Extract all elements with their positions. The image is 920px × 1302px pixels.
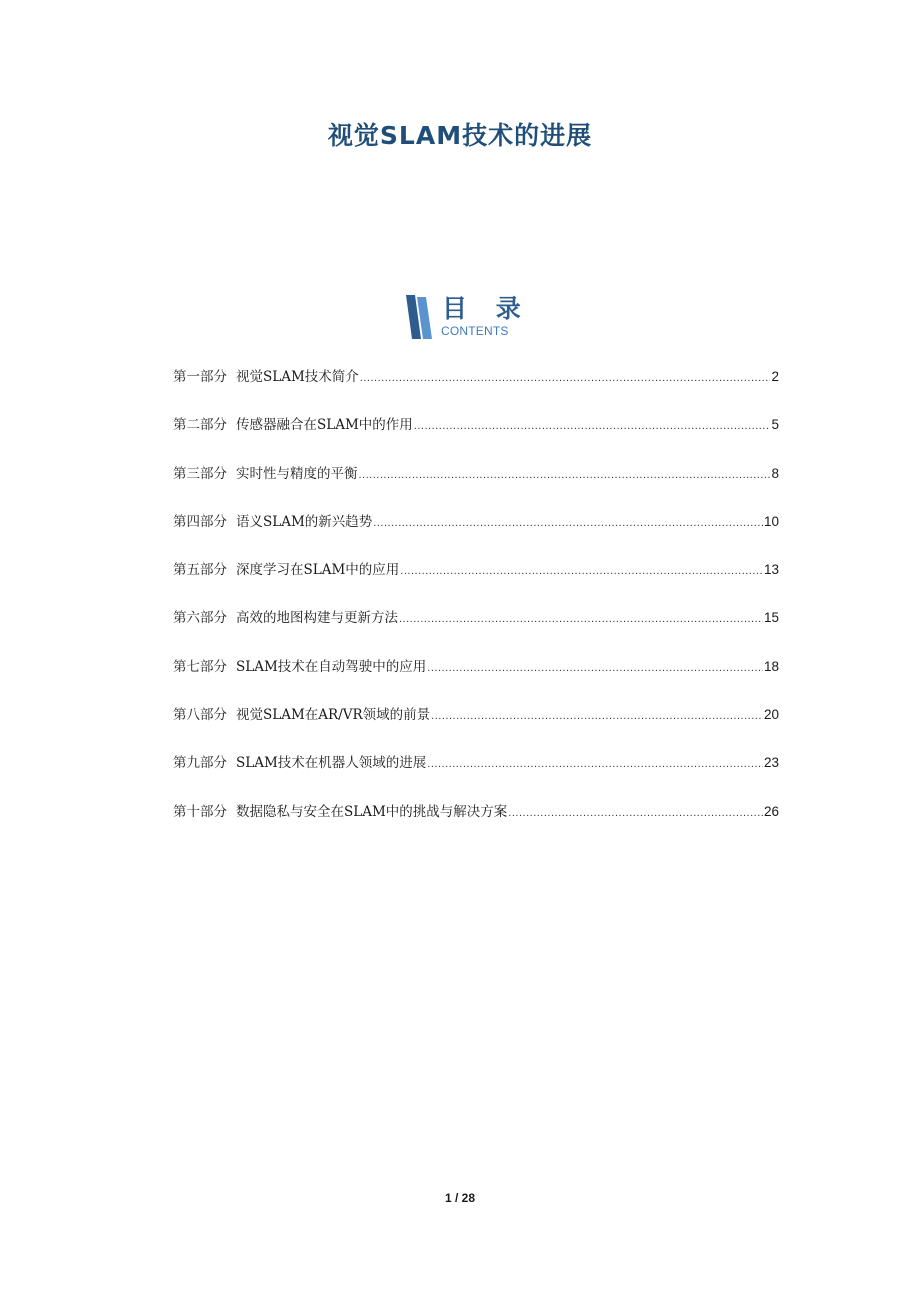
toc-entry[interactable] [173,511,779,559]
toc-entry-leader [431,704,763,727]
toc-entry[interactable] [173,463,779,511]
toc-entry-part: 第八部分 [173,707,227,724]
toc-entry-text: 深度学习在SLAM中的应用 [236,562,400,579]
toc-entry-text: 实时性与精度的平衡 [236,465,358,482]
toc-entry[interactable] [173,656,779,704]
toc-entry-page: 20 [763,707,779,723]
toc-entry-part: 第一部分 [173,369,227,385]
toc-entry[interactable] [173,414,779,462]
toc-entry-text: 视觉SLAM在AR/VR领域的前景 [236,707,431,724]
toc-entry-part: 第五部分 [173,562,227,579]
toc-entry-leader [359,463,771,486]
toc-entry-part: 第四部分 [173,513,227,530]
toc-entry-leader [400,559,763,582]
toc-entry-part: 第二部分 [173,417,227,434]
toc-entry[interactable] [173,607,779,655]
toc-entry-text: SLAM技术在自动驾驶中的应用 [236,658,427,675]
toc-entry-part: 第九部分 [173,755,227,772]
toc-entry-leader [427,656,763,679]
toc-entry[interactable] [173,801,779,849]
toc-entry-part: 第六部分 [173,610,227,627]
toc-entry-text: 视觉SLAM技术简介 [236,369,359,385]
toc-entry-page: 18 [763,658,779,674]
toc-entry-page: 23 [763,755,779,771]
toc-entry-leader [373,511,763,534]
page-title: 视觉SLAM技术的进展 [327,121,593,150]
toc-entry-page: 10 [763,513,779,529]
toc-entry[interactable] [173,704,779,752]
toc-entry-leader [508,801,763,824]
toc-list [173,366,779,849]
toc-heading: 目 录 [442,294,531,323]
toc-entry-text: SLAM技术在机器人领域的进展 [236,755,427,772]
toc-entry-part: 第七部分 [173,658,227,675]
toc-logo-icon [406,295,432,339]
toc-subheading: CONTENTS [441,324,509,338]
toc-entry-leader [399,607,763,630]
toc-entry-text: 语义SLAM的新兴趋势 [236,513,373,530]
toc-entry-leader [427,752,763,775]
toc-entry-leader [414,414,771,437]
toc-entry-page: 2 [771,369,779,384]
toc-entry-page: 5 [771,417,779,433]
toc-entry-text: 传感器融合在SLAM中的作用 [236,417,413,434]
page-indicator: 1 / 28 [444,1191,476,1205]
toc-entry-part: 第十部分 [173,803,227,820]
toc-entry[interactable] [173,559,779,607]
toc-entry-leader [360,366,771,389]
toc-entry-part: 第三部分 [173,465,227,482]
toc-entry-text: 数据隐私与安全在SLAM中的挑战与解决方案 [236,803,508,820]
toc-entry-page: 15 [763,610,779,626]
toc-entry-text: 高效的地图构建与更新方法 [236,610,398,627]
toc-entry-page: 13 [763,562,779,578]
toc-entry-page: 8 [771,465,779,481]
toc-entry-page: 26 [763,803,779,819]
toc-header [406,293,531,341]
toc-entry[interactable] [173,366,779,414]
toc-entry[interactable] [173,752,779,800]
